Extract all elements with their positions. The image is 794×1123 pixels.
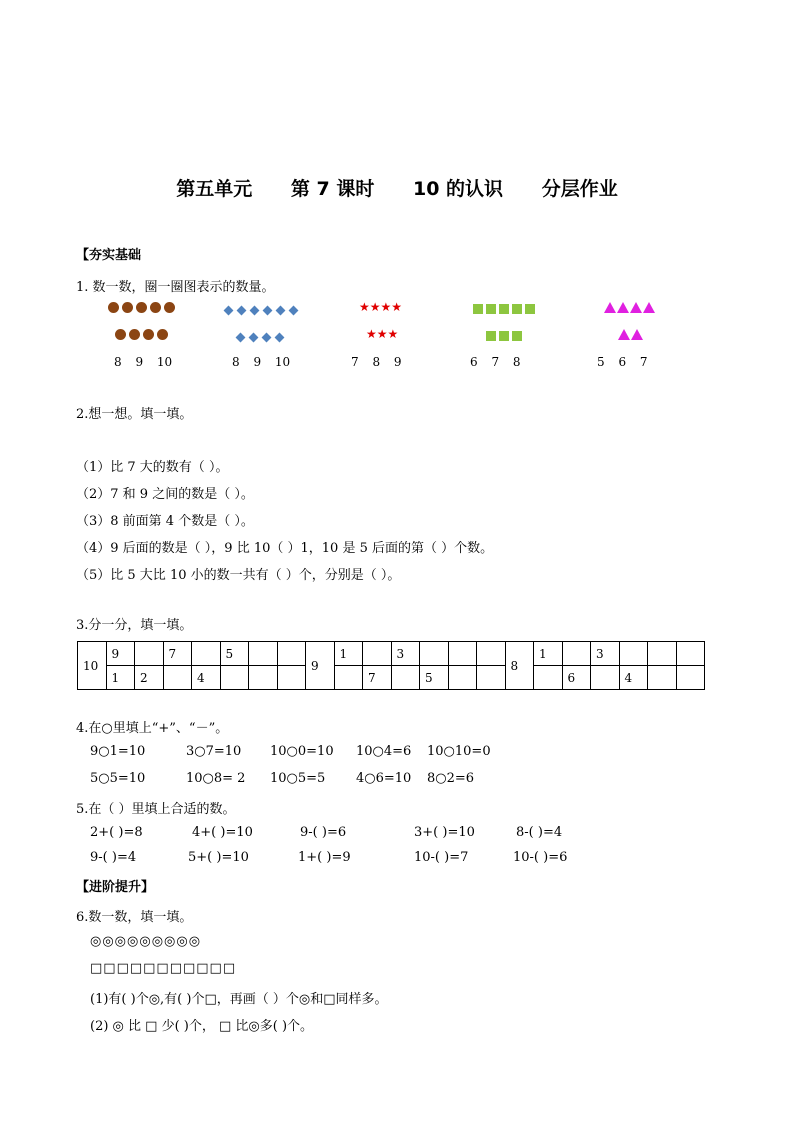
- q4-eq: 8○2=6: [427, 771, 475, 786]
- table-cell[interactable]: 5: [220, 642, 249, 666]
- table-cell[interactable]: [249, 666, 278, 690]
- table-cell[interactable]: [163, 666, 192, 690]
- table-cell[interactable]: [648, 642, 677, 666]
- q2-item-3: （3）8 前面第 4 个数是（ ）。: [76, 514, 254, 529]
- q5-eq: 1+( )=9: [298, 850, 351, 865]
- table-row: [78, 666, 705, 690]
- number-split-table: [77, 641, 705, 690]
- page-title: [0, 174, 794, 201]
- q2-item-5: （5）比 5 大比 10 小的数一共有（ ）个，分别是（ ）。: [76, 568, 401, 583]
- table-cell[interactable]: [648, 666, 677, 690]
- q2-prompt: 2.想一想。填一填。: [76, 407, 193, 422]
- q1-options-3: 7 8 9: [351, 355, 402, 369]
- title-unit: 第五单元: [176, 178, 253, 200]
- table-cell[interactable]: [477, 642, 506, 666]
- q1-options-2: 8 9 10: [232, 355, 291, 369]
- table-cell[interactable]: 1: [106, 666, 135, 690]
- q2-item-2: （2）7 和 9 之间的数是（ ）。: [76, 487, 254, 502]
- q4-eq: 10○10=0: [427, 744, 491, 759]
- q4-eq: 4○6=10: [356, 771, 412, 786]
- table-cell[interactable]: [420, 642, 449, 666]
- q5-eq: 9-( )=4: [90, 850, 137, 865]
- table-cell[interactable]: 4: [192, 666, 221, 690]
- q5-eq: 9-( )=6: [300, 825, 347, 840]
- whole-cell: 8: [505, 642, 534, 690]
- triangle-row-2: [618, 329, 644, 344]
- table-cell[interactable]: 9: [106, 642, 135, 666]
- q4-eq: 10○5=5: [270, 771, 326, 786]
- q4-eq: 3○7=10: [186, 744, 242, 759]
- table-cell[interactable]: [220, 666, 249, 690]
- q2-item-1: （1）比 7 大的数有（ ）。: [76, 460, 229, 475]
- circle-row-1: [108, 302, 178, 317]
- q1-options-4: 6 7 8: [470, 355, 521, 369]
- square-row-1: [473, 303, 538, 318]
- q5-eq: 5+( )=10: [188, 850, 249, 865]
- q4-eq: 9○1=10: [90, 744, 146, 759]
- table-cell[interactable]: [192, 642, 221, 666]
- q6-circles: ◎◎◎◎◎◎◎◎◎: [90, 934, 202, 949]
- q1-prompt: 1. 数一数，圈一圈图表示的数量。: [76, 280, 275, 295]
- q5-eq: 4+( )=10: [192, 825, 253, 840]
- table-cell[interactable]: [277, 666, 306, 690]
- q5-eq: 8-( )=4: [516, 825, 563, 840]
- table-cell[interactable]: 1: [334, 642, 363, 666]
- table-cell[interactable]: 3: [591, 642, 620, 666]
- q1-options-1: 8 9 10: [114, 355, 173, 369]
- q6-line-2: (2) ◎ 比 □ 少( )个， □ 比◎多( )个。: [90, 1019, 314, 1034]
- table-cell[interactable]: [249, 642, 278, 666]
- table-cell[interactable]: 2: [135, 666, 164, 690]
- q6-squares: □□□□□□□□□□□: [90, 961, 237, 976]
- q4-eq: 5○5=10: [90, 771, 146, 786]
- circle-row-2: [115, 329, 171, 344]
- table-cell[interactable]: 3: [391, 642, 420, 666]
- q6-prompt: 6.数一数，填一填。: [76, 910, 193, 925]
- q4-eq: 10○8= 2: [186, 771, 246, 786]
- table-cell[interactable]: [591, 666, 620, 690]
- triangle-row-1: [604, 302, 656, 317]
- table-cell[interactable]: 7: [363, 666, 392, 690]
- square-row-2: [486, 330, 525, 345]
- q2-item-4: （4）9 后面的数是（ ），9 比 10（ ）1，10 是 5 后面的第（ ）个数。: [76, 541, 494, 556]
- section-heading-advanced: 【进阶提升】: [76, 880, 155, 895]
- q4-prompt: 4.在○里填上“+”、“－”。: [76, 721, 229, 736]
- title-kind: 分层作业: [541, 178, 618, 200]
- star-row-1: ★★★★: [359, 300, 403, 314]
- table-cell[interactable]: 6: [562, 666, 591, 690]
- table-cell[interactable]: 1: [534, 642, 563, 666]
- table-cell[interactable]: 5: [420, 666, 449, 690]
- q5-eq: 3+( )=10: [414, 825, 475, 840]
- table-cell[interactable]: [277, 642, 306, 666]
- table-cell[interactable]: [135, 642, 164, 666]
- table-cell[interactable]: [477, 666, 506, 690]
- q4-eq: 10○4=6: [356, 744, 412, 759]
- table-cell[interactable]: 4: [619, 666, 648, 690]
- table-cell[interactable]: [534, 666, 563, 690]
- q4-eq: 10○0=10: [270, 744, 334, 759]
- q5-eq: 2+( )=8: [90, 825, 143, 840]
- table-cell[interactable]: [363, 642, 392, 666]
- whole-cell: 9: [306, 642, 335, 690]
- q5-prompt: 5.在（ ）里填上合适的数。: [76, 802, 236, 817]
- table-row: [78, 642, 705, 666]
- q1-group-circles: [108, 302, 178, 317]
- diamond-row-2: [234, 330, 286, 345]
- q5-eq: 10-( )=7: [414, 850, 469, 865]
- table-cell[interactable]: [448, 642, 477, 666]
- table-cell[interactable]: [448, 666, 477, 690]
- title-topic: 10 的认识: [413, 178, 504, 200]
- star-row-2: ★★★: [366, 327, 399, 341]
- q1-options-5: 5 6 7: [597, 355, 648, 369]
- diamond-row-1: [222, 303, 300, 318]
- table-cell[interactable]: [562, 642, 591, 666]
- table-cell[interactable]: [391, 666, 420, 690]
- table-cell[interactable]: 7: [163, 642, 192, 666]
- title-lesson: 第 7 课时: [290, 178, 375, 200]
- table-cell[interactable]: [334, 666, 363, 690]
- q6-line-1: (1)有( )个◎,有( )个□，再画（ ）个◎和□同样多。: [90, 992, 388, 1007]
- section-heading-basic: 【夯实基础: [76, 248, 142, 263]
- table-cell[interactable]: [676, 642, 705, 666]
- whole-cell: 10: [78, 642, 107, 690]
- q3-prompt: 3.分一分，填一填。: [76, 618, 193, 633]
- table-cell[interactable]: [619, 642, 648, 666]
- table-cell[interactable]: [676, 666, 705, 690]
- q5-eq: 10-( )=6: [513, 850, 568, 865]
